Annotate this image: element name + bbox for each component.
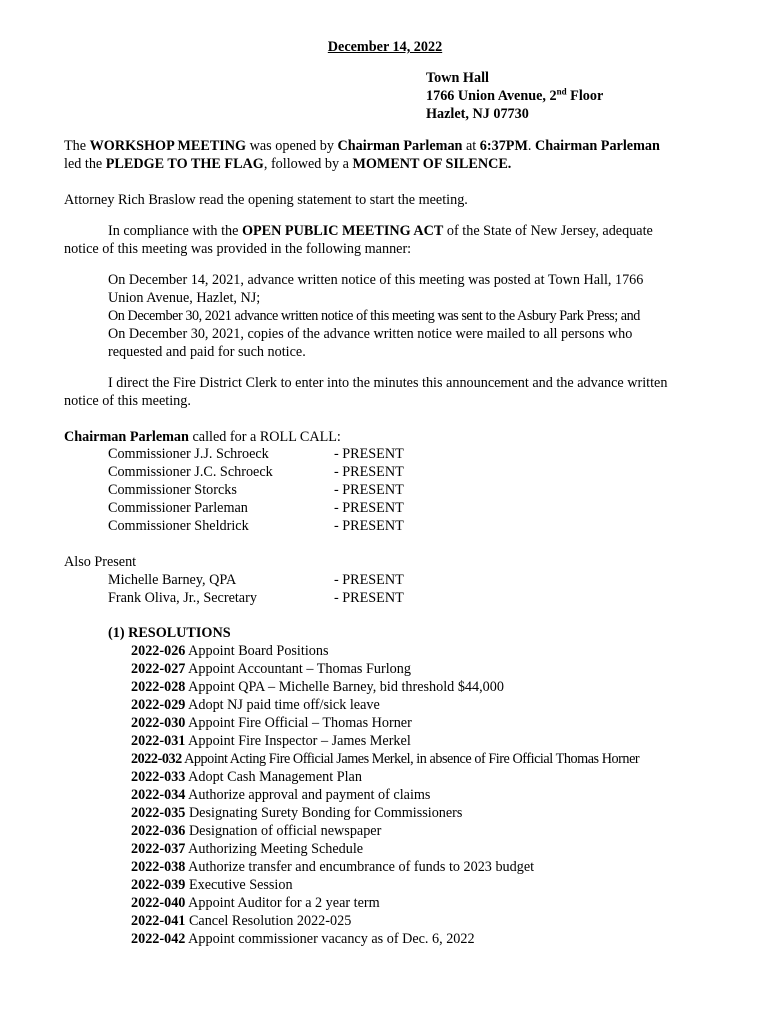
roll-member-name: Commissioner Sheldrick <box>108 518 249 534</box>
notice-line: Union Avenue, Hazlet, NJ; <box>108 290 261 306</box>
resolution-item: 2022-031 Appoint Fire Inspector – James Merkel <box>131 733 411 749</box>
also-present-name: Frank Oliva, Jr., Secretary <box>108 590 257 606</box>
roll-member-name: Commissioner Storcks <box>108 482 237 498</box>
address-line-1: Town Hall <box>426 70 489 86</box>
compliance-line-2: notice of this meeting was provided in the following manner: <box>64 241 412 257</box>
resolutions-heading: (1) RESOLUTIONS <box>108 625 231 641</box>
attorney-statement: Attorney Rich Braslow read the opening statement to start the meeting. <box>64 192 468 208</box>
resolution-item: 2022-032 Appoint Acting Fire Official James Merkel, in absence of Fire Official Thomas Horner <box>131 751 640 767</box>
resolution-item: 2022-035 Designating Surety Bonding for Commissioners <box>131 805 463 821</box>
roll-call-intro: Chairman Parleman called for a ROLL CALL: <box>64 429 341 445</box>
resolution-item: 2022-030 Appoint Fire Official – Thomas Horner <box>131 715 412 731</box>
roll-member-status: - PRESENT <box>334 500 404 516</box>
roll-member-status: - PRESENT <box>334 518 404 534</box>
resolution-item: 2022-040 Appoint Auditor for a 2 year term <box>131 895 380 911</box>
roll-member-name: Commissioner J.C. Schroeck <box>108 464 273 480</box>
notice-line: On December 30, 2021, copies of the advance written notice were mailed to all persons who <box>108 326 633 342</box>
meeting-date: December 14, 2022 <box>327 39 443 55</box>
opening-line-1: The WORKSHOP MEETING was opened by Chairman Parleman at 6:37PM. Chairman Parleman <box>64 138 660 154</box>
direct-line-2: notice of this meeting. <box>64 393 191 409</box>
resolution-item: 2022-037 Authorizing Meeting Schedule <box>131 841 364 857</box>
address-line-3: Hazlet, NJ 07730 <box>426 106 529 122</box>
roll-member-status: - PRESENT <box>334 464 404 480</box>
resolution-item: 2022-039 Executive Session <box>131 877 293 893</box>
resolution-item: 2022-036 Designation of official newspaper <box>131 823 382 839</box>
resolution-item: 2022-034 Authorize approval and payment of claims <box>131 787 431 803</box>
roll-member-status: - PRESENT <box>334 482 404 498</box>
roll-member-name: Commissioner J.J. Schroeck <box>108 446 269 462</box>
resolution-item: 2022-026 Appoint Board Positions <box>131 643 329 659</box>
also-present-status: - PRESENT <box>334 572 404 588</box>
address-line-2: 1766 Union Avenue, 2nd Floor <box>426 86 604 104</box>
resolution-item: 2022-033 Adopt Cash Management Plan <box>131 769 362 785</box>
resolution-item: 2022-027 Appoint Accountant – Thomas Furlong <box>131 661 411 677</box>
roll-member-status: - PRESENT <box>334 446 404 462</box>
direct-line-1: I direct the Fire District Clerk to enter into the minutes this announcement and the advance written <box>108 375 668 391</box>
resolution-item: 2022-028 Appoint QPA – Michelle Barney, bid threshold $44,000 <box>131 679 504 695</box>
resolution-item: 2022-042 Appoint commissioner vacancy as of Dec. 6, 2022 <box>131 931 475 947</box>
resolution-item: 2022-041 Cancel Resolution 2022-025 <box>131 913 352 929</box>
also-present-label: Also Present <box>64 554 137 570</box>
roll-member-name: Commissioner Parleman <box>108 500 248 516</box>
notice-line: On December 14, 2021, advance written notice of this meeting was posted at Town Hall, 1766 <box>108 272 644 288</box>
opening-line-2: led the PLEDGE TO THE FLAG, followed by a MOMENT OF SILENCE. <box>64 156 512 172</box>
resolution-item: 2022-029 Adopt NJ paid time off/sick leave <box>131 697 380 713</box>
resolution-item: 2022-038 Authorize transfer and encumbrance of funds to 2023 budget <box>131 859 535 875</box>
notice-line: requested and paid for such notice. <box>108 344 306 360</box>
compliance-line-1: In compliance with the OPEN PUBLIC MEETING ACT of the State of New Jersey, adequate <box>108 223 653 239</box>
also-present-status: - PRESENT <box>334 590 404 606</box>
notice-line: On December 30, 2021 advance written notice of this meeting was sent to the Asbury Park Press; and <box>108 308 640 324</box>
also-present-name: Michelle Barney, QPA <box>108 572 237 588</box>
